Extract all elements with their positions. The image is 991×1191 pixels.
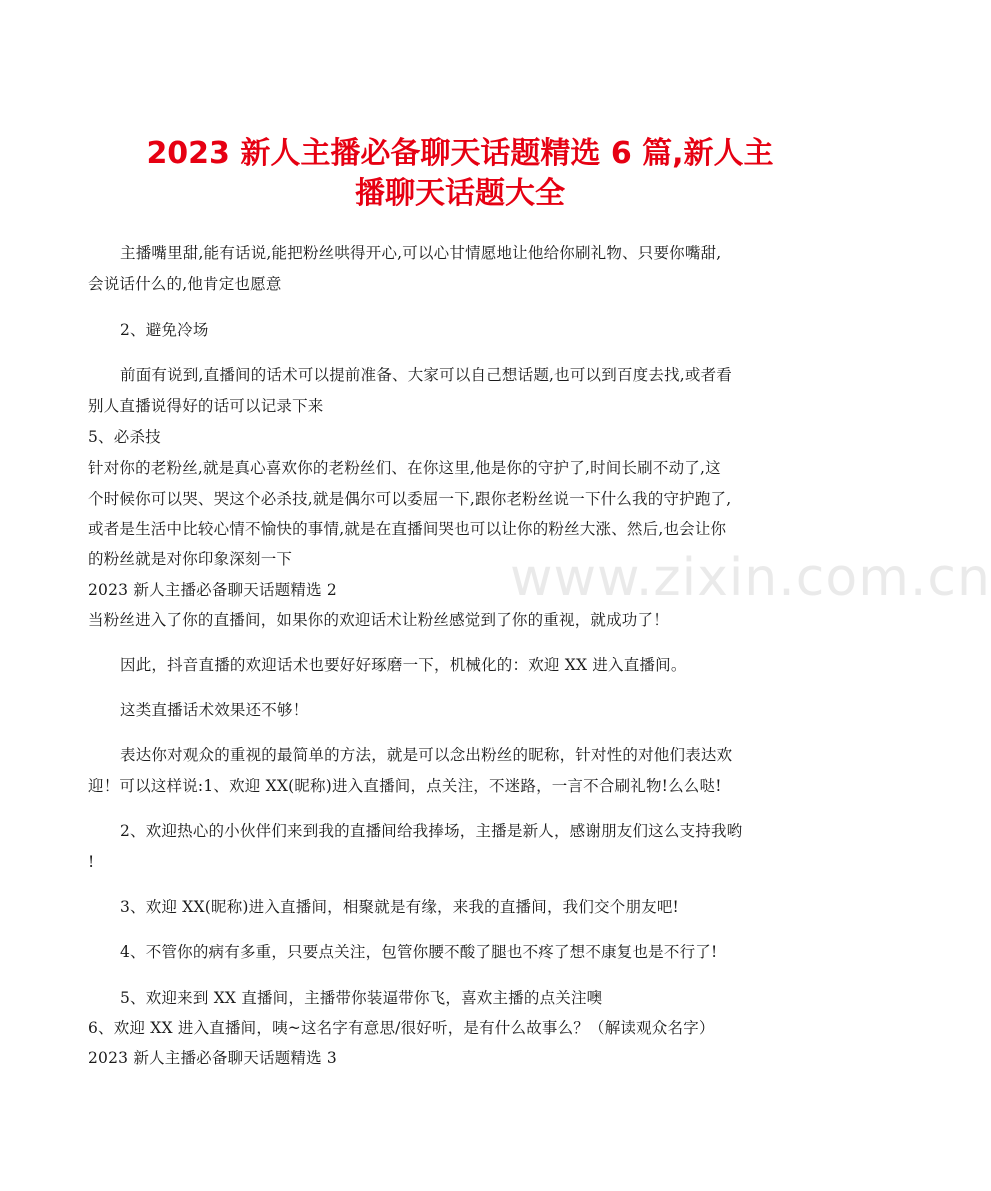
section-heading: 2、避免冷场 <box>120 321 209 339</box>
watermark: www.zixin.com.cn <box>510 548 991 608</box>
paragraph-line: 别人直播说得好的话可以记录下来 <box>88 397 324 415</box>
paragraph-line: 因此，抖音直播的欢迎话术也要好好琢磨一下，机械化的：欢迎 XX 进入直播间。 <box>120 656 687 674</box>
paragraph-line: 的粉丝就是对你印象深刻一下 <box>88 550 293 568</box>
paragraph-line: 表达你对观众的重视的最简单的方法，就是可以念出粉丝的昵称，针对性的对他们表达欢 <box>120 746 733 764</box>
title-line-1: 2023 新人主播必备聊天话题精选 6 篇,新人主 <box>146 136 774 171</box>
paragraph-line: 6、欢迎 XX 进入直播间，咦~这名字有意思/很好听，是有什么故事么？（解读观众名字） <box>88 1019 715 1037</box>
paragraph-line: 针对你的老粉丝,就是真心喜欢你的老粉丝们、在你这里,他是你的守护了,时间长刷不动了,这 <box>88 459 721 477</box>
paragraph-line: 4、不管你的病有多重，只要点关注，包管你腰不酸了腿也不疼了想不康复也是不行了! <box>120 943 718 961</box>
paragraph-line: 个时候你可以哭、哭这个必杀技,就是偶尔可以委屈一下,跟你老粉丝说一下什么我的守护跑了, <box>88 490 732 508</box>
section-heading: 5、必杀技 <box>88 428 161 446</box>
paragraph-line: 3、欢迎 XX(昵称)进入直播间，相聚就是有缘，来我的直播间，我们交个朋友吧! <box>120 898 679 916</box>
paragraph-line: 迎！可以这样说:1、欢迎 XX(昵称)进入直播间，点关注，不迷路，一言不合刷礼物!么么哒! <box>88 777 722 795</box>
paragraph-line: 前面有说到,直播间的话术可以提前准备、大家可以自己想话题,也可以到百度去找,或者看 <box>120 366 732 384</box>
paragraph-line: 当粉丝进入了你的直播间，如果你的欢迎话术让粉丝感觉到了你的重视，就成功了！ <box>88 611 669 629</box>
section-heading: 2023 新人主播必备聊天话题精选 2 <box>88 581 337 599</box>
section-heading: 2023 新人主播必备聊天话题精选 3 <box>88 1049 337 1067</box>
paragraph-line: 5、欢迎来到 XX 直播间，主播带你装逼带你飞，喜欢主播的点关注噢 <box>120 989 603 1007</box>
title-line-2: 播聊天话题大全 <box>355 176 565 211</box>
paragraph-line: 2、欢迎热心的小伙伴们来到我的直播间给我捧场，主播是新人，感谢朋友们这么支持我哟 <box>120 822 743 840</box>
paragraph-line: 这类直播话术效果还不够！ <box>120 701 309 719</box>
paragraph-line: ! <box>88 853 95 871</box>
document-title <box>88 134 832 214</box>
paragraph-line: 主播嘴里甜,能有话说,能把粉丝哄得开心,可以心甘情愿地让他给你刷礼物、只要你嘴甜, <box>120 244 722 262</box>
paragraph-line: 会说话什么的,他肯定也愿意 <box>88 275 282 293</box>
paragraph-line: 或者是生活中比较心情不愉快的事情,就是在直播间哭也可以让你的粉丝大涨、然后,也会让你 <box>88 520 727 538</box>
